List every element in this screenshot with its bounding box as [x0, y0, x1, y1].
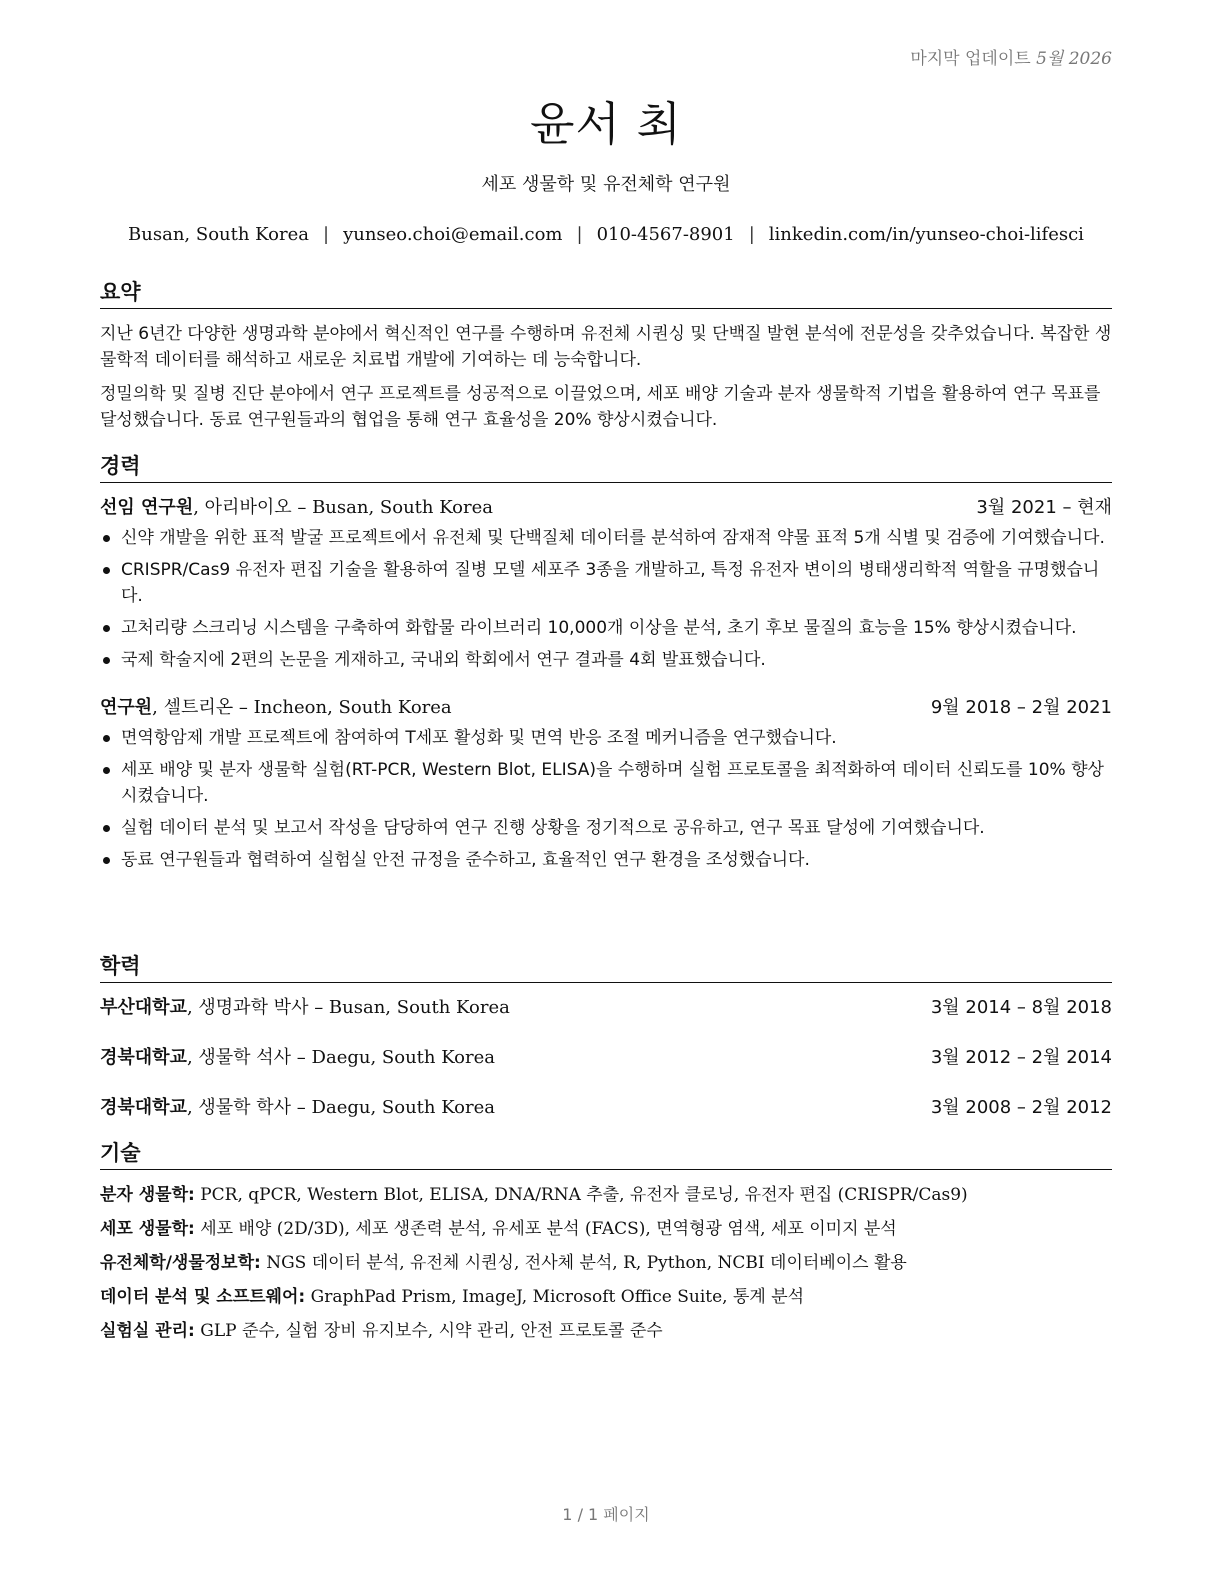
section-title-education: 학력 [100, 950, 1112, 983]
section-title-skills: 기술 [100, 1137, 1112, 1170]
experience-section [100, 450, 1112, 879]
job-bullet: 동료 연구원들과 협력하여 실험실 안전 규정을 준수하고, 효율적인 연구 환경을 조성했습니다. [100, 847, 1112, 873]
job-title-line: 선임 연구원, 아리바이오 – Busan, South Korea [100, 497, 494, 518]
job-bullet: CRISPR/Cas9 유전자 편집 기술을 활용하여 질병 모델 세포주 3종을 개발하고, 특정 유전자 변이의 병태생리학적 역할을 규명했습니다. [100, 557, 1112, 609]
education-entry: 부산대학교, 생명과학 박사 – Busan, South Korea 3월 2014 – 8월 2018 [100, 995, 1112, 1021]
skill-row [100, 1250, 1112, 1276]
job-location: Busan, South Korea [312, 497, 494, 518]
edu-degree: 생물학 학사 [198, 1097, 292, 1118]
job-dates: 3월 2021 – 현재 [976, 497, 1112, 518]
contact-phone: 010-4567-8901 [596, 224, 735, 245]
edu-location: Busan, South Korea [328, 997, 510, 1018]
section-title-experience: 경력 [100, 450, 1112, 483]
edu-location: Daegu, South Korea [311, 1097, 496, 1118]
job-location: Incheon, South Korea [253, 697, 452, 718]
contact-email[interactable]: yunseo.choi@email.com [343, 224, 563, 245]
edu-dates: 3월 2012 – 2월 2014 [930, 1047, 1112, 1068]
last-updated [910, 44, 1112, 69]
edu-dates: 3월 2014 – 8월 2018 [930, 997, 1112, 1018]
job-header [100, 495, 1112, 521]
summary-paragraph: 지난 6년간 다양한 생명과학 분야에서 혁신적인 연구를 수행하며 유전체 시퀀싱 및 단백질 발현 분석에 전문성을 갖추었습니다. 복잡한 생물학적 데이터를 해석하고 새로운 치료법 개발에 기여하는 데 능숙합니다. [100, 324, 1112, 370]
skill-value: 세포 배양 (2D/3D), 세포 생존력 분석, 유세포 분석 (FACS), 면역형광 염색, 세포 이미지 분석 [200, 1219, 897, 1239]
candidate-name: 윤서 최 [530, 97, 682, 151]
job-bullet: 신약 개발을 위한 표적 발굴 프로젝트에서 유전체 및 단백질체 데이터를 분석하여 잠재적 약물 표적 5개 식별 및 검증에 기여했습니다. [100, 525, 1112, 551]
job-role: 선임 연구원 [100, 497, 194, 518]
skill-row [100, 1182, 1112, 1208]
job-role: 연구원 [100, 697, 153, 718]
section-title-summary: 요약 [100, 276, 1112, 309]
edu-degree: 생물학 석사 [198, 1047, 292, 1068]
edu-school: 경북대학교 [100, 1097, 187, 1118]
contact-linkedin[interactable]: linkedin.com/in/yunseo-choi-lifesci [768, 224, 1084, 245]
job-bullet: 실험 데이터 분석 및 보고서 작성을 담당하여 연구 진행 상황을 정기적으로 공유하고, 연구 목표 달성에 기여했습니다. [100, 815, 1112, 841]
skill-label: 데이터 분석 및 소프트웨어: [100, 1287, 306, 1307]
skill-value: NGS 데이터 분석, 유전체 시퀀싱, 전사체 분석, R, Python, NCBI 데이터베이스 활용 [266, 1253, 907, 1273]
skill-value: PCR, qPCR, Western Blot, ELISA, DNA/RNA 추출, 유전자 클로닝, 유전자 편집 (CRISPR/Cas9) [200, 1185, 968, 1205]
job-title-line: 연구원, 셀트리온 – Incheon, South Korea [100, 697, 452, 718]
edu-degree: 생명과학 박사 [198, 997, 309, 1018]
summary-section [100, 276, 1112, 441]
education-entry: 경북대학교, 생물학 학사 – Daegu, South Korea 3월 2008 – 2월 2012 [100, 1095, 1112, 1121]
edu-dates: 3월 2008 – 2월 2012 [930, 1097, 1112, 1118]
edu-school: 경북대학교 [100, 1047, 187, 1068]
job-entry [100, 495, 1112, 673]
edu-location: Daegu, South Korea [311, 1047, 496, 1068]
education-section [100, 950, 1112, 1145]
skill-label: 유전체학/생물정보학: [100, 1253, 261, 1273]
last-updated-date: 5월 2026 [1036, 49, 1112, 69]
summary-paragraph: 정밀의학 및 질병 진단 분야에서 연구 프로젝트를 성공적으로 이끌었으며, 세포 배양 기술과 분자 생물학적 기법을 활용하여 연구 목표를 달성했습니다. 동료 연구원들과의 협업을 통해 연구 효율성을 20% 향상시켰습니다. [100, 384, 1101, 430]
job-bullets [100, 525, 1112, 673]
contact-separator: | [322, 224, 330, 245]
education-entry: 경북대학교, 생물학 석사 – Daegu, South Korea 3월 2012 – 2월 2014 [100, 1045, 1112, 1071]
job-bullet: 면역항암제 개발 프로젝트에 참여하여 T세포 활성화 및 면역 반응 조절 메커니즘을 연구했습니다. [100, 725, 1112, 751]
edu-school: 부산대학교 [100, 997, 187, 1018]
contact-separator: | [748, 224, 755, 245]
last-updated-label: 마지막 업데이트 [910, 49, 1031, 69]
job-dates: 9월 2018 – 2월 2021 [930, 697, 1112, 718]
job-bullet: 세포 배양 및 분자 생물학 실험(RT-PCR, Western Blot, ELISA)을 수행하며 실험 프로토콜을 최적화하여 데이터 신뢰도를 10% 향상시켰습니다. [100, 757, 1112, 809]
skill-label: 세포 생물학: [100, 1219, 195, 1239]
job-company: 아리바이오 [204, 497, 292, 518]
contact-line [100, 224, 1112, 245]
skill-row [100, 1318, 1112, 1344]
page-indicator: 1 / 1 페이지 [562, 1505, 650, 1524]
contact-separator: | [576, 224, 583, 245]
skill-label: 분자 생물학: [100, 1185, 195, 1205]
skill-value: GLP 준수, 실험 장비 유지보수, 시약 관리, 안전 프로토콜 준수 [200, 1321, 663, 1341]
resume-page [100, 0, 1112, 1584]
job-entry [100, 695, 1112, 873]
job-company: 셀트리온 [163, 697, 234, 718]
candidate-title: 세포 생물학 및 유전체학 연구원 [481, 174, 731, 195]
skill-row [100, 1284, 1112, 1310]
skill-value: GraphPad Prism, ImageJ, Microsoft Office Suite, 통계 분석 [310, 1287, 805, 1307]
skill-label: 실험실 관리: [100, 1321, 195, 1341]
contact-location: Busan, South Korea [128, 224, 309, 245]
job-bullet: 국제 학술지에 2편의 논문을 게재하고, 국내외 학회에서 연구 결과를 4회 발표했습니다. [100, 647, 1112, 673]
job-header [100, 695, 1112, 721]
skills-section [100, 1137, 1112, 1352]
job-bullet: 고처리량 스크리닝 시스템을 구축하여 화합물 라이브러리 10,000개 이상을 분석, 초기 후보 물질의 효능을 15% 향상시켰습니다. [100, 615, 1112, 641]
skill-row [100, 1216, 1112, 1242]
job-bullets [100, 725, 1112, 873]
